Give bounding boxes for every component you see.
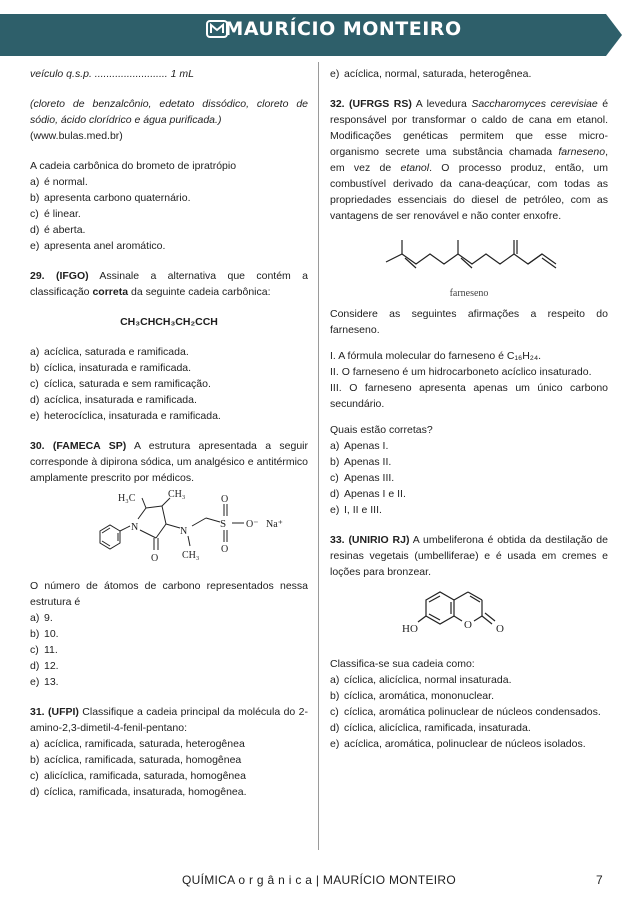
q29-option-d: d) acíclica, insaturada e ramificada. bbox=[30, 394, 197, 406]
q30-question: 30. (FAMECA SP) A estrutura apresentada a seguir corresponde à dipirona sódica, um analgésico e antitérmico amplamente prescrito por médicos. bbox=[30, 440, 309, 484]
label-o-up: O bbox=[221, 494, 229, 505]
label-o-down: O bbox=[221, 544, 229, 555]
label-h3c: H₃C bbox=[118, 493, 136, 504]
q29-options bbox=[30, 344, 308, 424]
label-o-carbonyl: O bbox=[151, 553, 159, 564]
q30-stem: O número de átomos de carbono representados nessa estrutura é bbox=[30, 580, 308, 608]
q32-statements bbox=[330, 348, 608, 412]
q31-option-d: d) cíclica, ramificada, insaturada, homogênea. bbox=[30, 786, 247, 798]
label-o-ring: O bbox=[464, 619, 472, 631]
q33-option-e: e) acíclica, aromática, polinuclear de núcleos isolados. bbox=[330, 738, 586, 750]
q31-question: 31. (UFPI) Classifique a cadeia principal da molécula do 2-amino-2,3-dimetil-4-fenil-pentano: bbox=[30, 706, 308, 734]
q28-option-e: e) apresenta anel aromático. bbox=[30, 240, 166, 252]
q33-question: 33. (UNIRIO RJ) A umbeliferona é obtida da destilação de resinas vegetais (umbelliferae) e é usada em cremes e loções para bronzear. bbox=[330, 534, 608, 578]
page-number: 7 bbox=[596, 873, 603, 887]
q29-option-b: b) cíclica, insaturada e ramificada. bbox=[30, 362, 192, 374]
q33-option-a: a) cíclica, alicíclica, normal insaturada. bbox=[330, 674, 512, 686]
q28-option-a: a) é normal. bbox=[30, 176, 88, 188]
q31-option-e: e) acíclica, normal, saturada, heterogênea. bbox=[330, 68, 532, 80]
q30-option-c: c) 11. bbox=[30, 644, 58, 656]
right-column bbox=[330, 66, 608, 752]
q32-option-c: c) Apenas III. bbox=[330, 472, 395, 484]
q29-option-a: a) acíclica, saturada e ramificada. bbox=[30, 346, 189, 358]
q28-option-b: b) apresenta carbono quaternário. bbox=[30, 192, 191, 204]
q30-option-b: b) 10. bbox=[30, 628, 59, 640]
label-n3: N bbox=[180, 526, 188, 537]
dipyrone-structure bbox=[30, 486, 308, 578]
q29-option-c: c) cíclica, saturada e sem ramificação. bbox=[30, 378, 211, 390]
label-s: S bbox=[220, 518, 227, 530]
page-footer: QUÍMICA o r g â n i c a | MAURÍCIO MONTEIRO bbox=[181, 873, 457, 887]
q28-stem: A cadeia carbônica do brometo de ipratrópio bbox=[30, 160, 237, 172]
q32-options bbox=[330, 438, 608, 518]
q32-statement-3: III. O farneseno apresenta apenas um único carbono secundário. bbox=[330, 382, 608, 410]
q32-question: 32. (UFRGS RS) A levedura Saccharomyces cerevisiae é responsável por transformar o caldo de cana em etanol. Modificações genéticas permitem que esse micro-organismo secrete uma substância chamada farneseno, em vez de etanol. O processo produz, então, um combustível derivado da cana-deaçúcar, com todas as propriedades essenciais do diesel de petróleo, com as vantagens de ser renovável e não conter enxofre. bbox=[330, 98, 609, 222]
composition-text: (cloreto de benzalcônio, edetato dissódico, cloreto de sódio, ácido clorídrico e água purificada.) bbox=[30, 98, 308, 126]
farnesene-caption: farneseno bbox=[449, 288, 489, 299]
q32-consider: Considere as seguintes afirmações a respeito do farneseno. bbox=[330, 308, 608, 336]
q31-option-b: b) acíclica, ramificada, saturada, homogênea bbox=[30, 754, 242, 766]
vehicle-line: veículo q.s.p. ......................... 1 mL bbox=[30, 68, 194, 80]
q32-statement-1: I. A fórmula molecular do farneseno é C₁₆H₂₄. bbox=[330, 350, 542, 362]
label-n1: N bbox=[131, 522, 139, 533]
column-divider bbox=[318, 62, 319, 850]
label-na: Na⁺ bbox=[266, 519, 283, 530]
left-column bbox=[30, 66, 308, 800]
q28-options bbox=[30, 174, 308, 254]
q31-option-c: c) alicíclica, ramificada, saturada, homogênea bbox=[30, 770, 246, 782]
label-o-minus: O⁻ bbox=[246, 519, 259, 530]
q29-question: 29. (IFGO) Assinale a alternativa que contém a classificação correta da seguinte cadeia carbônica: bbox=[30, 270, 308, 298]
label-ch3-top: CH₃ bbox=[168, 489, 186, 500]
q32-ask: Quais estão corretas? bbox=[330, 424, 433, 436]
q30-option-d: d) 12. bbox=[30, 660, 59, 672]
q33-ask: Classifica-se sua cadeia como: bbox=[330, 658, 475, 670]
q29-formula: CH₃CHCH₃CH₂CCH bbox=[120, 316, 218, 328]
label-ch3-n: CH₃ bbox=[182, 550, 200, 561]
q33-options bbox=[330, 672, 608, 752]
q30-option-e: e) 13. bbox=[30, 676, 59, 688]
q33-option-b: b) cíclica, aromática, mononuclear. bbox=[330, 690, 494, 702]
q33-option-c: c) cíclica, aromática polinuclear de núcleos condensados. bbox=[330, 706, 601, 718]
q31-option-a: a) acíclica, ramificada, saturada, heterogênea bbox=[30, 738, 245, 750]
source-text: (www.bulas.med.br) bbox=[30, 130, 123, 142]
label-o-keto: O bbox=[496, 623, 504, 635]
q31-options bbox=[30, 736, 308, 800]
label-ho: HO bbox=[402, 623, 418, 635]
q32-statement-2: II. O farneseno é um hidrocarboneto acíclico insaturado. bbox=[330, 366, 592, 378]
q30-option-a: a) 9. bbox=[30, 612, 53, 624]
q29-option-e: e) heterocíclica, insaturada e ramificada. bbox=[30, 410, 221, 422]
brand-title: MAURÍCIO MONTEIRO bbox=[224, 18, 462, 40]
q32-option-e: e) I, II e III. bbox=[330, 504, 382, 516]
q30-options bbox=[30, 610, 308, 690]
q33-option-d: d) cíclica, alicíclica, ramificada, insaturada. bbox=[330, 722, 531, 734]
q28-option-c: c) é linear. bbox=[30, 208, 81, 220]
q28-option-d: d) é aberta. bbox=[30, 224, 86, 236]
farnesene-structure bbox=[330, 224, 608, 306]
umbelliferone-structure bbox=[330, 580, 608, 656]
q32-option-d: d) Apenas I e II. bbox=[330, 488, 406, 500]
q32-option-b: b) Apenas II. bbox=[330, 456, 392, 468]
q32-option-a: a) Apenas I. bbox=[330, 440, 389, 452]
